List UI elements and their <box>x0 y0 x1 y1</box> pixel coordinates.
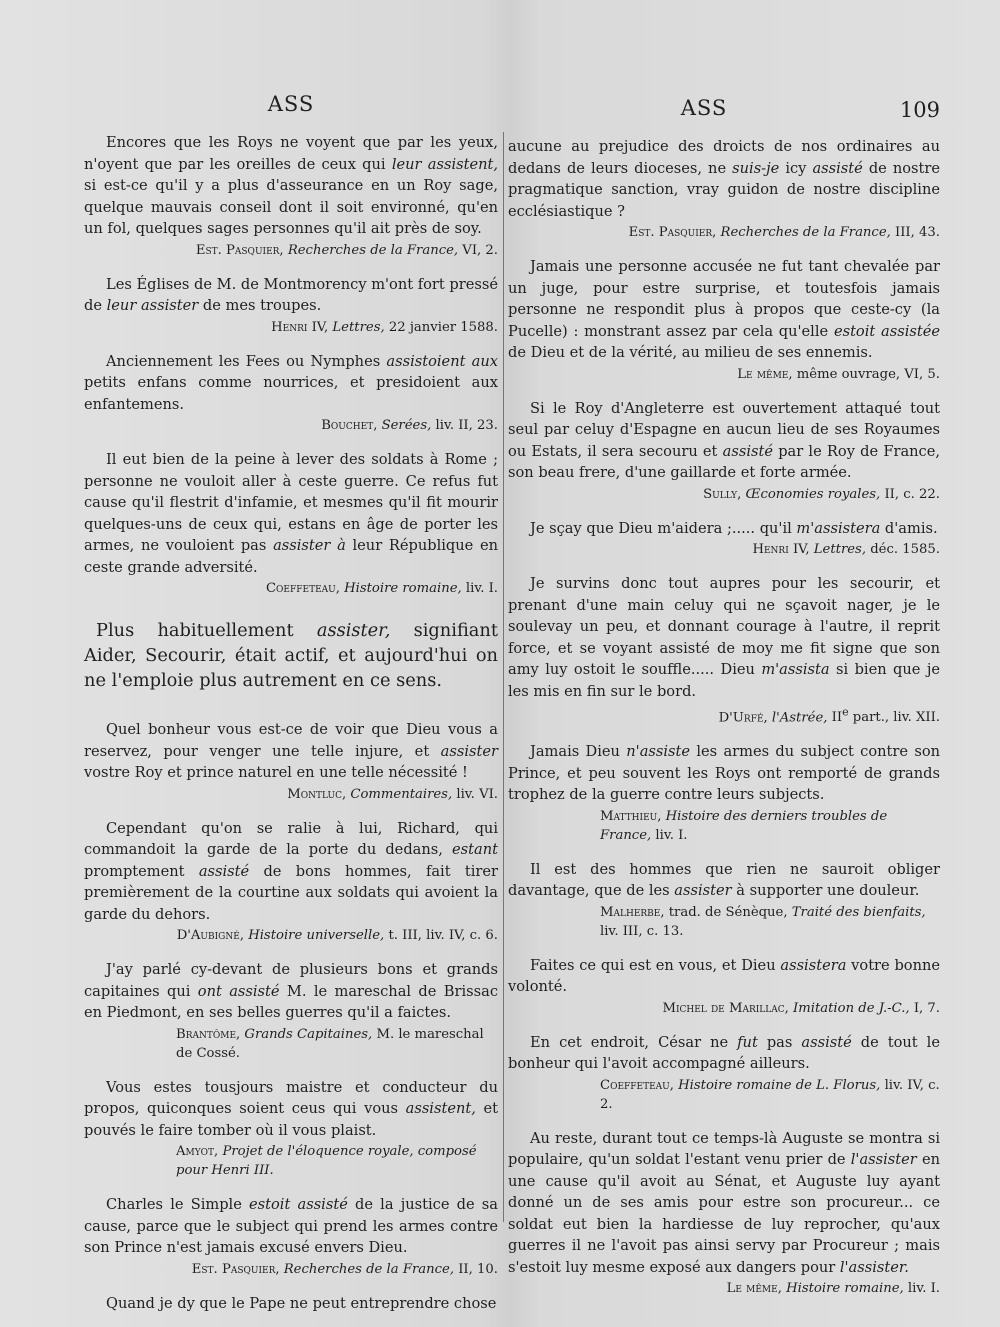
source-citation <box>84 241 498 260</box>
citation-entry <box>84 719 498 804</box>
citation-work: Commentaires, <box>350 786 453 802</box>
citation-work: Histoire universelle, <box>248 928 385 943</box>
quotation-text: Quel bonheur vous est-ce de voir que Dieu vous a reservez, pour venger une telle injure, et assister vostre Roy et prince naturel en une telle nécessité ! <box>84 721 498 781</box>
quotation-text: Charles le Simple estoit assisté de la justice de sa cause, parce que le subject qui prend les armes contre son Prince n'est jamais excusé envers Dieu. <box>84 1196 498 1256</box>
citation-entry <box>508 398 940 504</box>
source-citation <box>508 365 940 384</box>
source-citation <box>508 223 940 242</box>
citation-work: Recherches de la France, <box>720 225 891 240</box>
citation-reference: III, 43. <box>895 225 940 240</box>
citation-work: Recherches de la France, <box>287 242 459 258</box>
quotation-text: Cependant qu'on se ralie à lui, Richard, qui commandoit la garde de la porte du dedans, estant promptement assisté de bons hommes, fait tirer premièrement de la courtine aux soldats qui avoient la garde du dehors. <box>84 819 498 923</box>
quotation-text: J'ay parlé cy-devant de plusieurs bons et grands capitaines qui ont assisté M. le mareschal de Brissac en Piedmont, en ses belles guerres qu'il a faictes. <box>84 961 498 1021</box>
right-entries <box>508 136 940 1298</box>
citation-reference: IIe part., liv. XII. <box>831 706 940 726</box>
quotation-text: Jamais une personne accusée ne fut tant chevalée par un juge, pour estre surprise, et toutesfois jamais personne ne respondit plus à propos que ceste-cy (la Pucelle) : monstrant assez par cela qu'elle estoit assistée de Dieu et de la vérité, au milieu de ses ennemis. <box>508 258 940 361</box>
citation-entry <box>508 1128 940 1299</box>
citation-entry <box>508 741 940 845</box>
citation-entry <box>84 818 498 946</box>
citation-entry <box>508 1032 940 1114</box>
left-entries-continued <box>84 719 498 1279</box>
citation-entry <box>84 351 498 436</box>
page-number: 109 <box>899 98 940 122</box>
citation-entry <box>84 132 498 260</box>
citation-author: Le même, <box>737 366 793 382</box>
citation-work: Lettres, <box>332 319 385 335</box>
source-citation: Matthieu, Histoire des derniers troubles de France, liv. I. <box>600 808 888 843</box>
right-column <box>508 96 940 1312</box>
quotation-text: Faites ce qui est en vous, et Dieu assistera votre bonne volonté. <box>508 956 941 996</box>
citation-reference: II, 10. <box>458 1261 498 1277</box>
citation-author: Sully, <box>703 486 742 502</box>
citation-entry <box>508 573 940 727</box>
source-citation: Coeffeteau, Histoire romaine de L. Florus, liv. IV, c. 2. <box>600 1077 940 1112</box>
quotation-text: Je survins donc tout aupres pour les secourir, et prenant d'une main celuy qui ne sçavoit nager, je le soulevay un peu, et donnant courage à l'autre, il reprit force, et se voyant assisté de moy me fit signe que son amy luy ostoit le souffle..... Dieu m'assista si bien que je les mis en fin sur le bord. <box>508 575 941 700</box>
running-head-right <box>508 96 940 136</box>
citation-entry <box>84 959 498 1063</box>
citation-entry <box>508 256 940 384</box>
running-head-word: ASS <box>267 92 315 116</box>
quotation-text: En cet endroit, César ne fut pas assisté de tout le bonheur qui l'avoit accompagné ailleurs. <box>508 1033 940 1073</box>
citation-entry <box>84 449 498 598</box>
citation-entry <box>84 274 498 337</box>
source-citation: Amyot, Projet de l'éloquence royale, composé pour Henri III. <box>176 1144 477 1178</box>
quotation-text: Il eut bien de la peine à lever des soldats à Rome ; personne ne vouloit aller à ceste guerre. Ce refus fut cause qu'il flestrit d'infamie, et mesmes qu'il fit mourir quelques-uns de ceux qui, estans en âge de porter les armes, ne vouloient pas assister à leur République en ceste grande adversité. <box>84 451 499 576</box>
citation-reference: liv. I. <box>907 1281 940 1297</box>
source-citation <box>508 703 940 727</box>
citation-work: Serées, <box>381 418 432 433</box>
citation-entry <box>508 859 940 941</box>
citation-work: Recherches de la France, <box>283 1261 455 1277</box>
source-citation <box>84 318 498 337</box>
source-citation <box>84 785 498 804</box>
quotation-text: Jamais Dieu n'assiste les armes du subject contre son Prince, et peu souvent les Roys ont remporté de grands trophez de la guerre contre leurs subjects. <box>508 743 940 804</box>
source-citation <box>508 1279 940 1298</box>
citation-entry <box>508 518 940 560</box>
citation-work: l'Astrée, <box>771 710 828 726</box>
citation-work: Histoire romaine, <box>786 1281 904 1297</box>
citation-reference: II, c. 22. <box>884 486 940 502</box>
source-citation <box>84 1260 498 1279</box>
citation-author: Henri IV, <box>752 542 810 557</box>
quotation-text: Si le Roy d'Angleterre est ouvertement attaqué tout seul par celuy d'Espagne en aucun lieu de ses Royaumes ou Estats, il sera secouru et assisté par le Roy de France, son beau frere, d'une gaillarde et forte armée. <box>508 399 940 481</box>
left-entries <box>84 132 498 598</box>
citation-work: Histoire romaine, <box>344 581 462 596</box>
citation-author: Montluc, <box>287 786 347 802</box>
citation-reference: liv. VI. <box>456 786 498 802</box>
source-citation <box>508 485 940 504</box>
quotation-text: Je sçay que Dieu m'aidera ;..... qu'il m'assistera d'amis. <box>530 519 938 537</box>
source-citation <box>84 579 498 598</box>
source-citation: Brantôme, Grands Capitaines, M. le mareschal de Cossé. <box>176 1026 484 1061</box>
citation-author: D'Urfé, <box>718 710 768 726</box>
citation-author: Bouchet, <box>321 418 378 433</box>
citation-reference: liv. II, 23. <box>435 418 498 433</box>
quotation-text: Vous estes tousjours maistre et conducteur du propos, quiconques soient ceus qui vous assistent, et pouvés le faire tomber où il vous plaist. <box>84 1078 499 1139</box>
citation-author: D'Aubigné, <box>176 928 245 943</box>
citation-reference: VI, 2. <box>462 242 498 258</box>
quotation-text: Au reste, durant tout ce temps-là Auguste se montra si populaire, qu'un soldat l'estant venu prier de l'assister en une cause qu'il avoit au Sénat, et Auguste luy ayant donné un de ses amis pour estre son procureur... ce soldat eut bien la hardiesse de luy reprocher, qu'aux guerres il ne l'avoit pas ainsi servy par Procureur ; mais s'estoit luy mesme exposé aux dangers pour l'assister. <box>508 1129 940 1276</box>
citation-author: Est. Pasquier, <box>195 242 284 258</box>
citation-author: Est. Pasquier, <box>628 225 717 240</box>
citation-entry <box>508 136 940 242</box>
citation-reference: t. III, liv. IV, c. 6. <box>388 928 498 943</box>
citation-author: Henri IV, <box>271 319 329 335</box>
citation-author: Coeffeteau, <box>265 581 340 596</box>
citation-work: Œconomies royales, <box>745 486 881 502</box>
source-citation <box>508 540 940 559</box>
source-citation: Malherbe, trad. de Sénèque, Traité des bienfaits, liv. III, c. 13. <box>600 904 926 939</box>
quotation-text: aucune au prejudice des droicts de nos ordinaires au dedans de leurs dioceses, ne suis-je icy assisté de nostre pragmatique sanction, vray guidon de nostre discipline ecclésiastique ? <box>508 138 940 220</box>
running-head-left <box>84 92 498 132</box>
source-citation <box>84 926 498 945</box>
quotation-text: Il est des hommes que rien ne sauroit obliger davantage, que de les assister à supporter une douleur. <box>508 860 940 900</box>
citation-author: Le même, <box>726 1281 782 1297</box>
citation-work: Lettres, <box>813 542 867 557</box>
citation-reference: liv. I. <box>465 581 498 596</box>
quotation-text: Les Églises de M. de Montmorency m'ont fort pressé de leur assister de mes troupes. <box>84 275 498 314</box>
page-last-line: Quand je dy que le Pape ne peut entreprendre chose <box>106 1294 497 1312</box>
citation-reference: 22 janvier 1588. <box>388 319 498 335</box>
citation-entry <box>508 955 940 1018</box>
source-citation <box>84 416 498 435</box>
citation-author: Michel de Marillac, <box>662 1000 789 1016</box>
citation-entry <box>84 1194 498 1279</box>
column-rule <box>503 132 504 1222</box>
citation-reference: même ouvrage, VI, 5. <box>796 366 940 382</box>
source-citation <box>508 999 940 1018</box>
section-heading: Plus habituellement assister, signifiant Aider, Secourir, était actif, et aujourd'hui on ne l'emploie plus autrement en ce sens. <box>84 620 499 691</box>
left-column <box>84 92 498 1314</box>
citation-reference: déc. 1585. <box>870 542 940 557</box>
citation-work: Imitation de J.-C., <box>793 1000 910 1016</box>
citation-reference: I, 7. <box>913 1000 940 1016</box>
citation-entry <box>84 1077 498 1181</box>
running-head-word: ASS <box>680 96 728 120</box>
quotation-text: Anciennement les Fees ou Nymphes assistoient aux petits enfans comme nourrices, et presidoient aux enfantemens. <box>84 352 498 413</box>
citation-author: Est. Pasquier, <box>191 1261 280 1277</box>
quotation-text: Encores que les Roys ne voyent que par les yeux, n'oyent que par les oreilles de ceux qui leur assistent, si est-ce qu'il y a plus d'asseurance en un Roy sage, quelque mauvais conseil dont il soit environné, qu'en un fol, quelques sages personnes qu'il ait près de soy. <box>84 134 499 237</box>
